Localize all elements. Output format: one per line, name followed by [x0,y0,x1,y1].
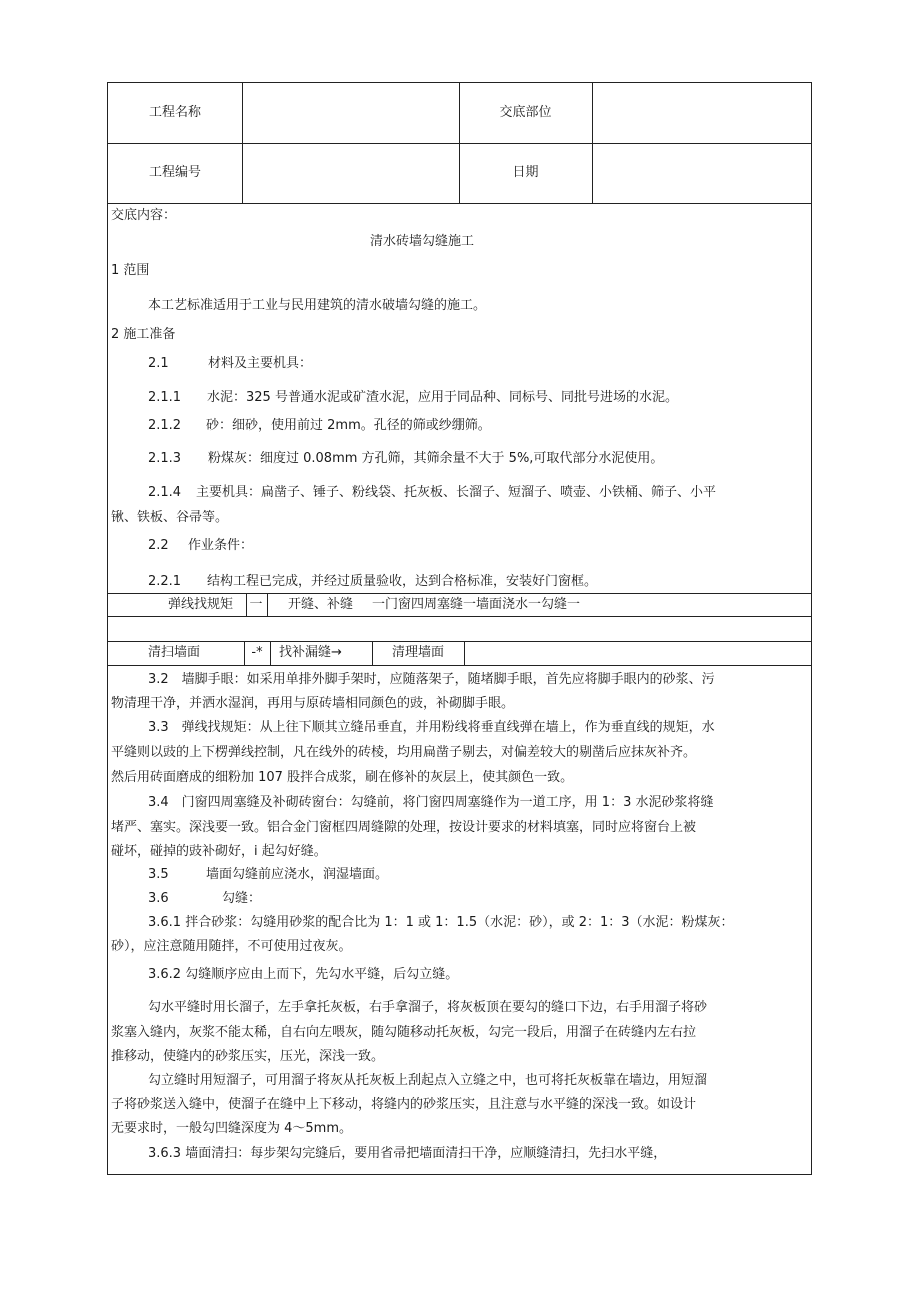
item-3-3-line1: 3.3 弹线找规矩：从上往下顺其立缝吊垂直，并用粉线将垂直线弹在墙上，作为垂直线的规矩，水 [148,720,715,735]
item-2-1 [148,352,312,376]
vertical-joint-line3: 无要求时，一般勾凹缝深度为 4～5mm。 [111,1121,353,1136]
item-2-2 [148,534,253,558]
item-3-4-line2: 堵严、塞实。深浅要一致。铝合金门窗框四周缝隙的处理，按设计要求的材料填塞，同时应将窗台上被 [111,820,697,835]
item-3-5 [148,863,388,887]
item-2-1-3 [148,447,663,471]
item-2-1-4-line1: 主要机具：扁凿子、锤子、粉线袋、托灰板、长溜子、短溜子、喷壶、小铁桶、筛子、小平 [196,485,717,500]
flow-row3-top [108,641,811,642]
flow-step-open-joint: 开缝、补缝 [288,597,354,612]
doc-title: 清水砖墙勾缝施工 [370,234,475,249]
item-2-1-2-num: 2.1.2 [148,418,182,433]
item-2-2-1-num: 2.2.1 [148,574,182,589]
item-3-6-text: 勾缝： [222,891,262,906]
date-label: 日期 [512,165,539,180]
item-2-2-text: 作业条件： [188,538,254,553]
content-label: 交底内容： [111,208,177,223]
flow-r3-divider-3 [372,641,373,665]
item-2-2-1-text: 结构工程已完成，并经过质量验收，达到合格标准，安装好门窗框。 [207,574,598,589]
section-1-text: 本工艺标准适用于工业与民用建筑的清水破墙勾缝的施工。 [148,298,487,313]
item-3-4-line1: 3.4 门窗四周塞缝及补砌砖窗台：勾缝前，将门窗四周塞缝作为一道工序，用 1：3 水泥砂浆将缝 [148,795,714,810]
flow-arrow-mark: -* [251,645,263,660]
header-col-divider-2 [459,83,460,203]
item-2-1-1-num: 2.1.1 [148,390,182,405]
item-3-3-line2: 平缝则以豉的上下楞弹线控制，凡在线外的砖棱，均用扁凿子剔去，对偏差较大的剔凿后应抹灰补齐。 [111,745,697,760]
header-bottom-border [108,203,811,204]
item-2-1-num: 2.1 [148,356,169,371]
flow-row1-bottom [108,616,811,617]
item-3-6-num: 3.6 [148,891,169,906]
project-no-label: 工程编号 [148,165,201,180]
item-2-1-3-num: 2.1.3 [148,451,182,466]
handover-part-label: 交底部位 [499,105,552,120]
flow-r3-divider-4 [464,641,465,665]
item-2-2-1 [148,570,597,594]
item-3-5-num: 3.5 [148,867,169,882]
item-2-1-2-text: 砂：细砂，使用前过 2mm。孔径的筛或纱绷筛。 [206,418,491,433]
item-3-4-line3: 碰坏，碰掉的豉补砌好，i 起勾好缝。 [111,844,327,859]
item-3-2-line1: 3.2 墙脚手眼：如采用单排外脚手架时，应随落架子，随堵脚手眼，首先应将脚手眼内的砂浆、污 [148,672,715,687]
item-3-6-1-line1: 3.6.1 拌合砂浆：勾缝用砂浆的配合比为 1：1 或 1：1.5（水泥：砂），或 2：1：3（水泥：粉煤灰： [148,915,734,930]
flow-bottom-border [108,665,811,666]
project-name-label: 工程名称 [148,105,201,120]
horizontal-joint-line2: 浆塞入缝内，灰浆不能太稀，自右向左喂灰，随勾随移动托灰板，勾完一段后，用溜子在砖缝内左右拉 [111,1025,697,1040]
item-3-6-2: 3.6.2 勾缝顺序应由上而下，先勾水平缝，后勾立缝。 [148,967,459,982]
item-2-1-1-text: 水泥：325 号普通水泥或矿渣水泥，应用于同品种、同标号、同批号进场的水泥。 [207,390,678,405]
section-2-heading: 2 施工准备 [111,327,176,342]
item-2-1-text: 材料及主要机具： [208,356,313,371]
item-2-2-num: 2.2 [148,538,169,553]
item-3-2-line2: 物清理干净，并洒水湿润，再用与原砖墙相同颜色的豉，补砌脚手眼。 [111,696,515,711]
item-3-5-text: 墙面勾缝前应浇水，润湿墙面。 [206,867,389,882]
vertical-joint-line1: 勾立缝时用短溜子，可用溜子将灰从托灰板上刮起点入立缝之中，也可将托灰板靠在墙边，用短溜 [148,1073,708,1088]
item-3-6-1-line2: 砂），应注意随用随拌，不可使用过夜灰。 [111,939,352,954]
item-3-6 [148,887,261,911]
item-2-1-2 [148,414,491,438]
flow-step-clean-surface: 清理墙面 [392,645,445,660]
item-2-1-4 [148,481,716,505]
flow-step-sequence: 一门窗四周塞缝一墙面浇水一勾缝一 [372,597,581,612]
header-col-divider-3 [592,83,593,203]
horizontal-joint-line3: 推移动，使缝内的砂浆压实，压光，深浅一致。 [111,1049,385,1064]
section-1-heading: 1 范围 [111,263,150,278]
flow-step-clean-wall: 清扫墙面 [148,645,201,660]
item-2-1-4-num: 2.1.4 [148,485,182,500]
item-2-1-3-text: 粉煤灰：细度过 0.08mm 方孔筛，其筛余量不大于 5%,可取代部分水泥使用。 [208,451,664,466]
flow-r1-divider-2 [267,593,268,616]
flow-step-patch-joints: 找补漏缝→ [279,645,342,660]
item-2-1-1 [148,386,678,410]
item-2-1-4-line2: 锹、铁板、谷帚等。 [111,510,229,525]
flow-dash-1: 一 [249,597,263,612]
horizontal-joint-line1: 勾水平缝时用长溜子，左手拿托灰板，右手拿溜子，将灰板顶在要勾的缝口下边，右手用溜子将砂 [148,1000,708,1015]
flow-r3-divider-2 [270,641,271,665]
flow-step-snap-lines: 弹线找规矩 [168,597,234,612]
vertical-joint-line2: 子将砂浆送入缝中，使溜子在缝中上下移动，将缝内的砂浆压实，且注意与水平缝的深浅一致。如设计 [111,1097,697,1112]
header-col-divider-1 [242,83,243,203]
item-3-6-3: 3.6.3 墙面清扫：每步架勾完缝后，要用省帚把墙面清扫干净，应顺缝清扫，先扫水平缝， [148,1146,667,1161]
item-3-3-line3: 然后用砖面磨成的细粉加 107 股拌合成浆，刷在修补的灰层上，使其颜色一致。 [111,770,574,785]
